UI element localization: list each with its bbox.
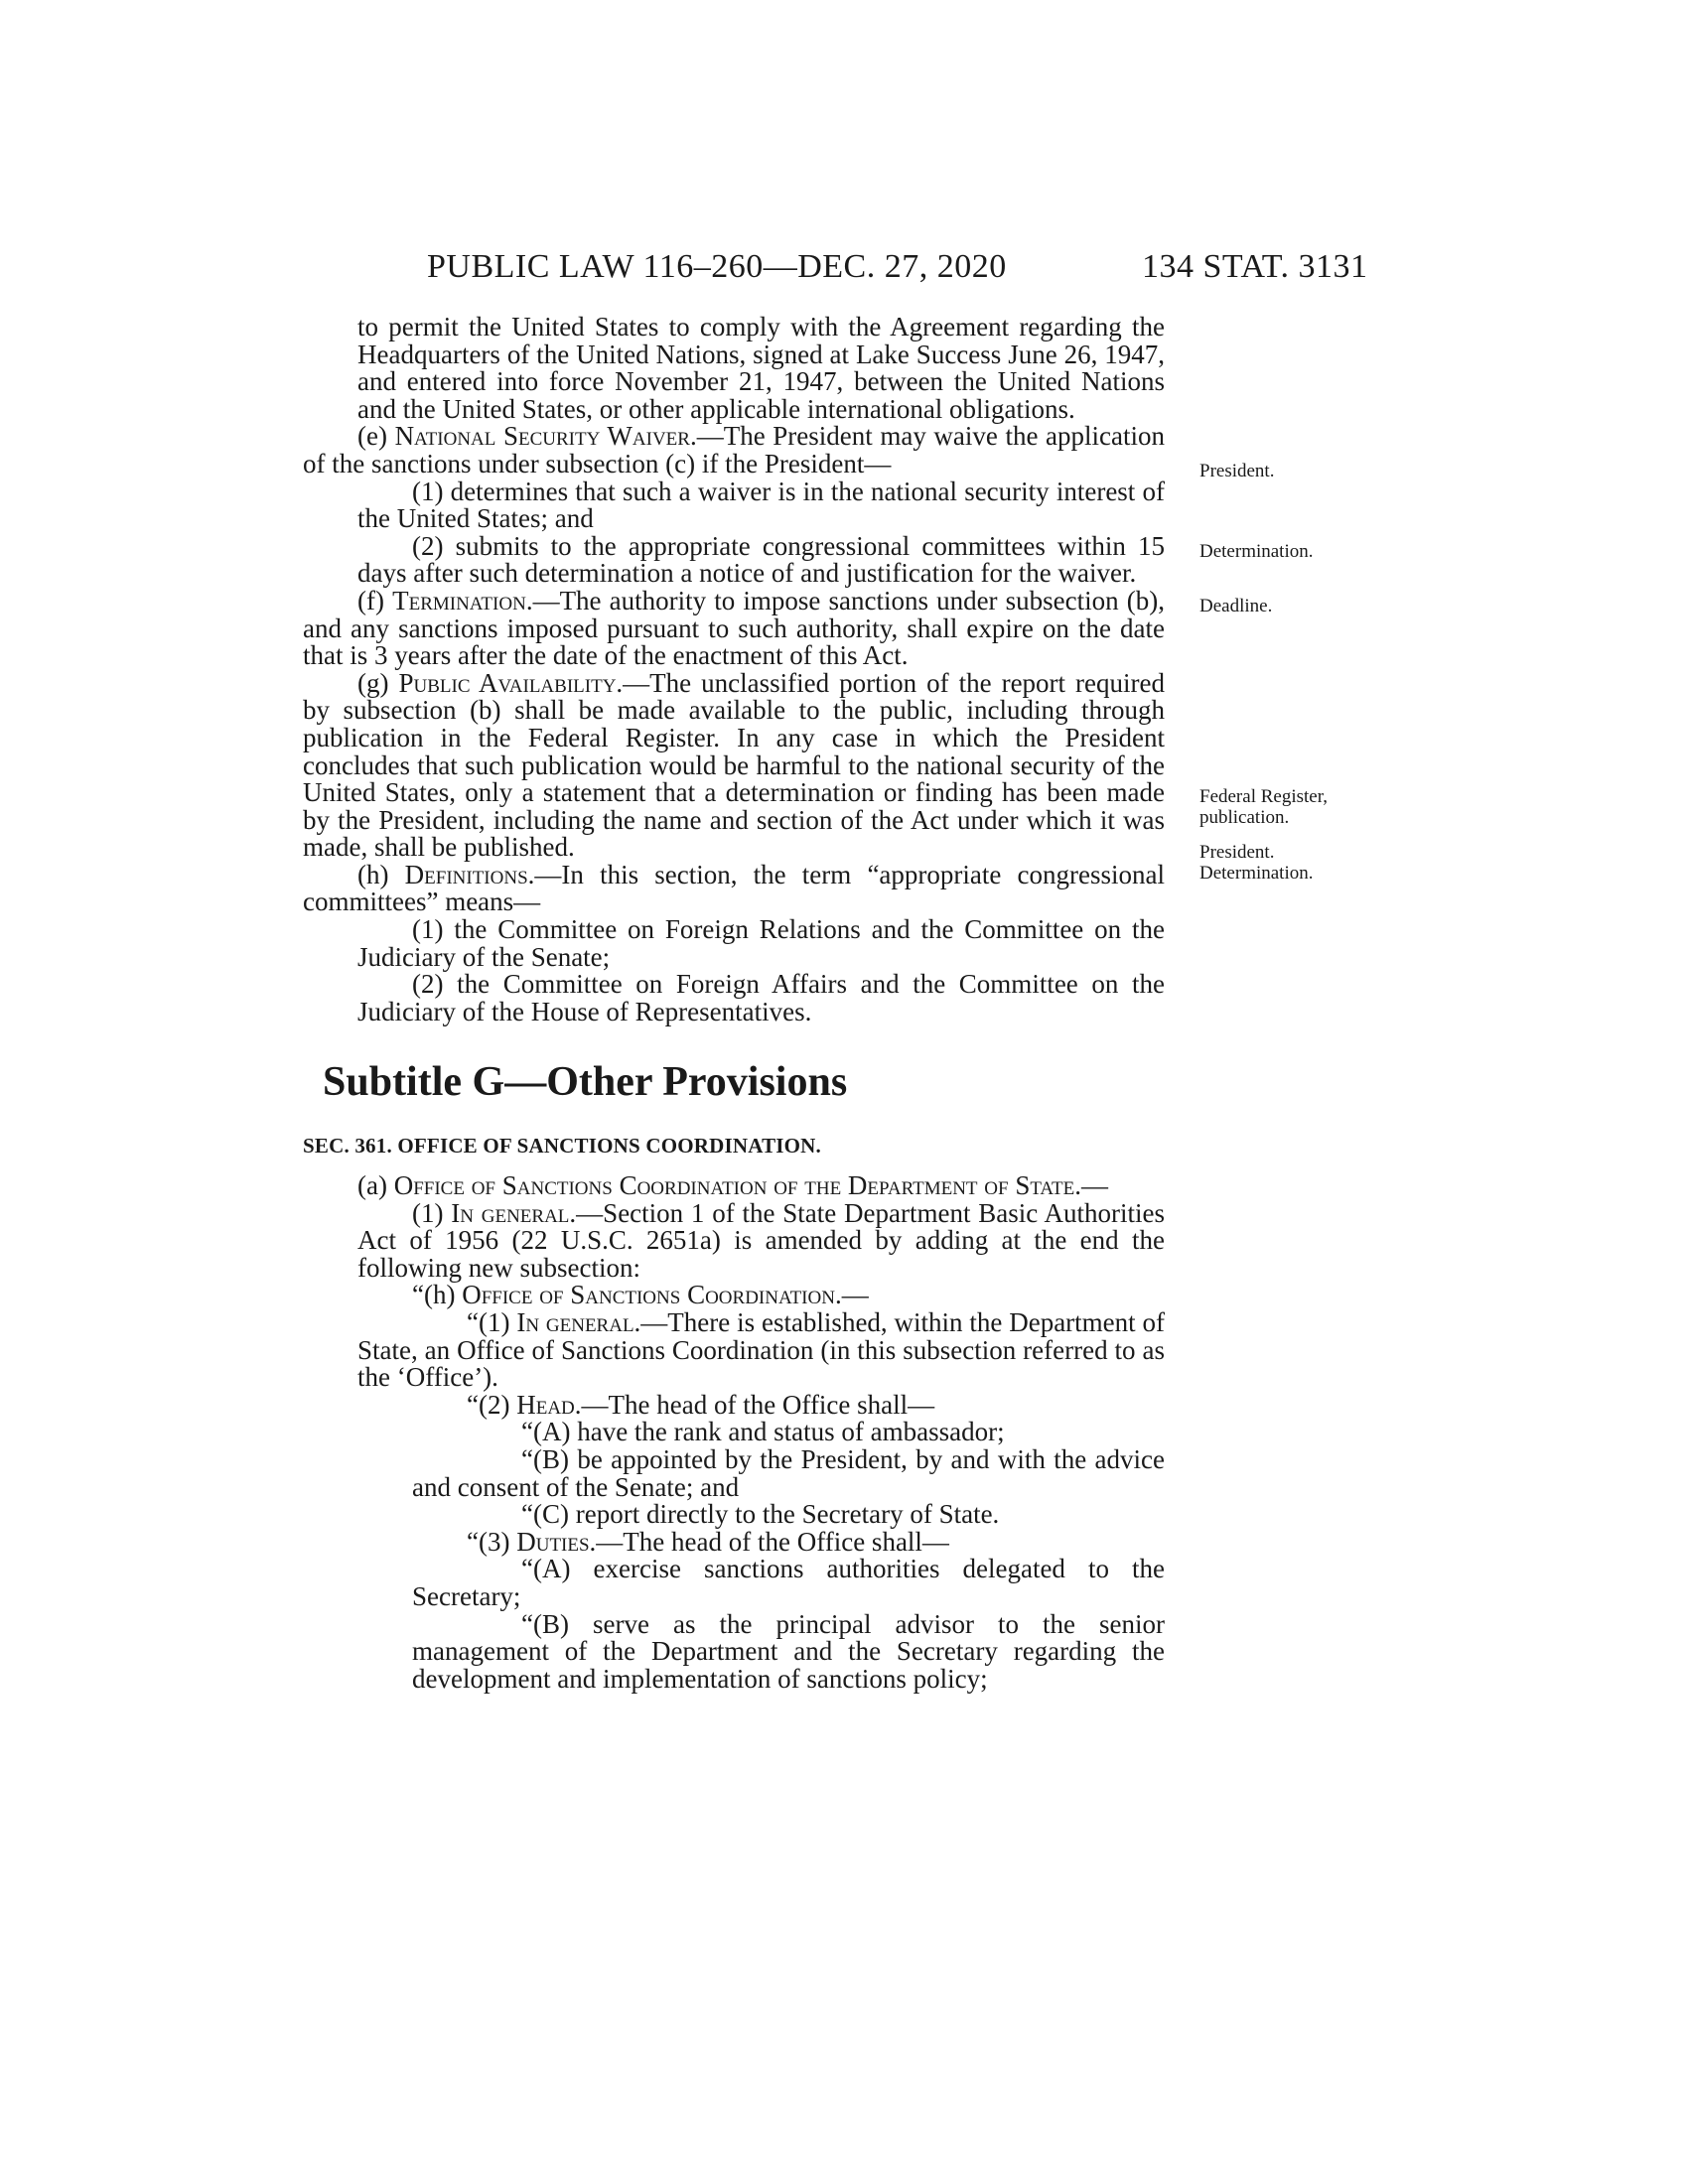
quoted-paragraph-2b: “(B) be appointed by the President, by and with the advice and consent of the Senate; and [412,1443,1165,1502]
heading-in-general-quoted: In general [516,1307,634,1337]
quoted-paragraph-1: “(1) In general.—There is established, within the Department of State, an Office of Sanctions Coordination (in this subsection referred to as the ‘Office’). [357,1307,1166,1393]
heading-in-general: In general [451,1197,570,1228]
subtitle-heading: Subtitle G—Other Provisions [323,1059,848,1106]
paragraph-g: (g) Public Availability.—The unclassified portion of the report required by subsection (b) shall be made available to the public, including through publication in the Federal Register. In any case in which the President concludes that such publication would be harmful to the national security of the United States, only a statement that a determination or finding has been made by the President, including the name and section of the Act under which it was made, shall be published. [303,667,1165,863]
paragraph-h-1: (1) the Committee on Foreign Relations and the Committee on the Judiciary of the Senate; [357,914,1165,972]
paragraph-h: (h) Definitions.—In this section, the term “appropriate congressional committees” means— [303,859,1165,917]
running-header-title: PUBLIC LAW 116–260—DEC. 27, 2020 [427,248,1007,285]
section-heading: SEC. 361. OFFICE OF SANCTIONS COORDINATION. [303,1134,821,1159]
margin-note-deadline: Deadline. [1199,596,1273,616]
heading-definitions: Definitions [404,859,528,889]
margin-note-determination-2: Determination. [1199,863,1314,884]
paragraph-a-1: (1) In general.—Section 1 of the State Department Basic Authorities Act of 1956 (22 U.S.C. 2651a) is amended by adding at the end the following new subsection: [357,1197,1165,1283]
heading-head: Head [516,1389,575,1420]
quoted-paragraph-3: “(3) Duties.—The head of the Office shall— [467,1526,949,1557]
paragraph-a: (a) Office of Sanctions Coordination of the Department of State.— [357,1170,1109,1201]
quoted-paragraph-2: “(2) Head.—The head of the Office shall— [467,1389,935,1420]
paragraph-e-1: (1) determines that such a waiver is in the national security interest of the United States; and [357,476,1165,534]
quoted-paragraph-3a: “(A) exercise sanctions authorities delegated to the Secretary; [412,1554,1165,1611]
heading-national-security-waiver: National Security Waiver [394,421,690,452]
heading-office-of-sanctions-coordination-dos: Office of Sanctions Coordination of the Department of State [393,1170,1075,1201]
heading-public-availability: Public Availability [398,667,617,698]
quoted-paragraph-h: “(h) Office of Sanctions Coordination.— [412,1280,869,1310]
paragraph-h-2: (2) the Committee on Foreign Affairs and the Committee on the Judiciary of the House of Representatives. [357,969,1165,1026]
quoted-paragraph-2c: “(C) report directly to the Secretary of State. [521,1499,1000,1530]
margin-note-president-2: President. [1199,842,1275,863]
quoted-paragraph-2a: “(A) have the rank and status of ambassador; [521,1417,1005,1447]
paragraph-e: (e) National Security Waiver.—The President may waive the application of the sanctions under subsection (c) if the President— [303,421,1166,478]
quoted-paragraph-3b: “(B) serve as the principal advisor to the senior management of the Department and the Secretary regarding the development and implementation of sanctions policy; [412,1608,1165,1694]
running-header-stat-page: 134 STAT. 3131 [1142,248,1368,285]
margin-note-president: President. [1199,461,1275,481]
heading-duties: Duties [516,1526,590,1557]
heading-office-of-sanctions-coordination: Office of Sanctions Coordination [462,1280,835,1310]
paragraph-e-2: (2) submits to the appropriate congressional committees within 15 days after such determination a notice of and justification for the waiver. [357,530,1165,589]
margin-note-determination: Determination. [1199,541,1314,562]
paragraph-intro: to permit the United States to comply with the Agreement regarding the Headquarters of the United Nations, signed at Lake Success June 26, 1947, and entered into force November 21, 1947, between the United Nations and the United States, or other applicable international obligations. [357,312,1165,424]
paragraph-f: (f) Termination.—The authority to impose sanctions under subsection (b), and any sanctions imposed pursuant to such authority, shall expire on the date that is 3 years after the date of the enactment of this Act. [303,585,1165,671]
body-text [303,314,1165,1693]
heading-termination: Termination [392,585,526,615]
margin-note-federal-register: Federal Register, publication. [1199,786,1329,828]
